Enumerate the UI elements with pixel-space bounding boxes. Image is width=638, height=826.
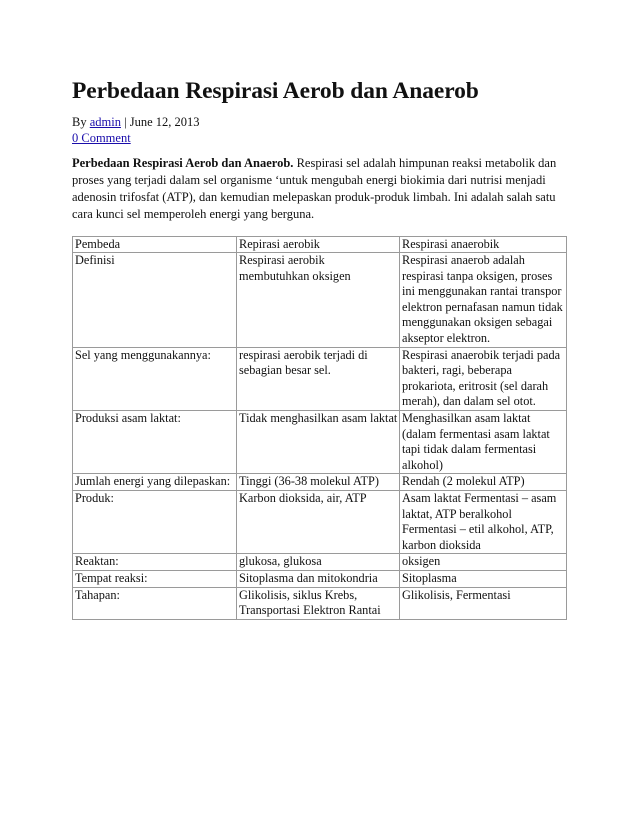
intro-text: Respirasi sel adalah himpunan reaksi metabolik dan proses yang terjadi dalam sel organisme ‘untuk mengubah energi biokimia dari nutrisi menjadi adenosin trifosfat (ATP), dan kemudian melepaskan produk-produk limbah. Ini adalah salah satu cara kunci sel memperoleh energi yang berguna. [72, 156, 557, 221]
table-cell: Karbon dioksida, air, ATP [237, 491, 400, 554]
table-cell: Jumlah energi yang dilepaskan: [73, 474, 237, 491]
table-cell: Glikolisis, siklus Krebs, Transportasi Elektron Rantai [237, 587, 400, 619]
table-row [73, 587, 567, 619]
table-cell: oksigen [400, 554, 567, 571]
author-link[interactable]: admin [89, 115, 121, 129]
table-row [73, 474, 567, 491]
table-cell: Rendah (2 molekul ATP) [400, 474, 567, 491]
table-row [73, 554, 567, 571]
table-cell: Menghasilkan asam laktat (dalam fermentasi asam laktat tapi tidak dalam fermentasi alkohol) [400, 411, 567, 474]
table-cell: Sitoplasma [400, 570, 567, 587]
table-row [73, 347, 567, 410]
byline [72, 114, 566, 130]
intro-lead: Perbedaan Respirasi Aerob dan Anaerob. [72, 156, 294, 170]
table-cell: Produk: [73, 491, 237, 554]
table-cell: glukosa, glukosa [237, 554, 400, 571]
table-row [73, 491, 567, 554]
table-cell: Tempat reaksi: [73, 570, 237, 587]
article [72, 76, 566, 620]
table-cell: Produksi asam laktat: [73, 411, 237, 474]
table-cell: Sitoplasma dan mitokondria [237, 570, 400, 587]
table-cell: Definisi [73, 253, 237, 348]
table-header-row [73, 236, 567, 253]
table-cell: Tahapan: [73, 587, 237, 619]
table-cell: Respirasi aerobik membutuhkan oksigen [237, 253, 400, 348]
table-cell: Reaktan: [73, 554, 237, 571]
comparison-table [72, 236, 567, 620]
table-cell: Glikolisis, Fermentasi [400, 587, 567, 619]
table-cell: Asam laktat Fermentasi – asam laktat, ATP beralkohol Fermentasi – etil alkohol, ATP, karbon dioksida [400, 491, 567, 554]
post-date: | June 12, 2013 [120, 115, 200, 129]
article-title: Perbedaan Respirasi Aerob dan Anaerob [72, 78, 479, 104]
post-meta [72, 114, 566, 146]
header-cell: Respirasi anaerobik [400, 236, 567, 253]
table-cell: Respirasi anaerob adalah respirasi tanpa oksigen, proses ini menggunakan rantai transpor elektron pernafasan namun tidak menggunakan oksigen sebagai akseptor elektron. [400, 253, 567, 348]
table-cell: respirasi aerobik terjadi di sebagian besar sel. [237, 347, 400, 410]
table-cell: Tinggi (36-38 molekul ATP) [237, 474, 400, 491]
table-row [73, 411, 567, 474]
header-cell: Pembeda [73, 236, 237, 253]
table-row [73, 570, 567, 587]
table-cell: Respirasi anaerobik terjadi pada bakteri, ragi, beberapa prokariota, eritrosit (sel darah merah), dan dalam sel otot. [400, 347, 567, 410]
intro-paragraph [72, 155, 566, 223]
comments-link[interactable]: 0 Comment [72, 131, 131, 145]
header-cell: Repirasi aerobik [237, 236, 400, 253]
by-prefix: By [72, 115, 90, 129]
table-cell: Sel yang menggunakannya: [73, 347, 237, 410]
table-cell: Tidak menghasilkan asam laktat [237, 411, 400, 474]
table-row [73, 253, 567, 348]
